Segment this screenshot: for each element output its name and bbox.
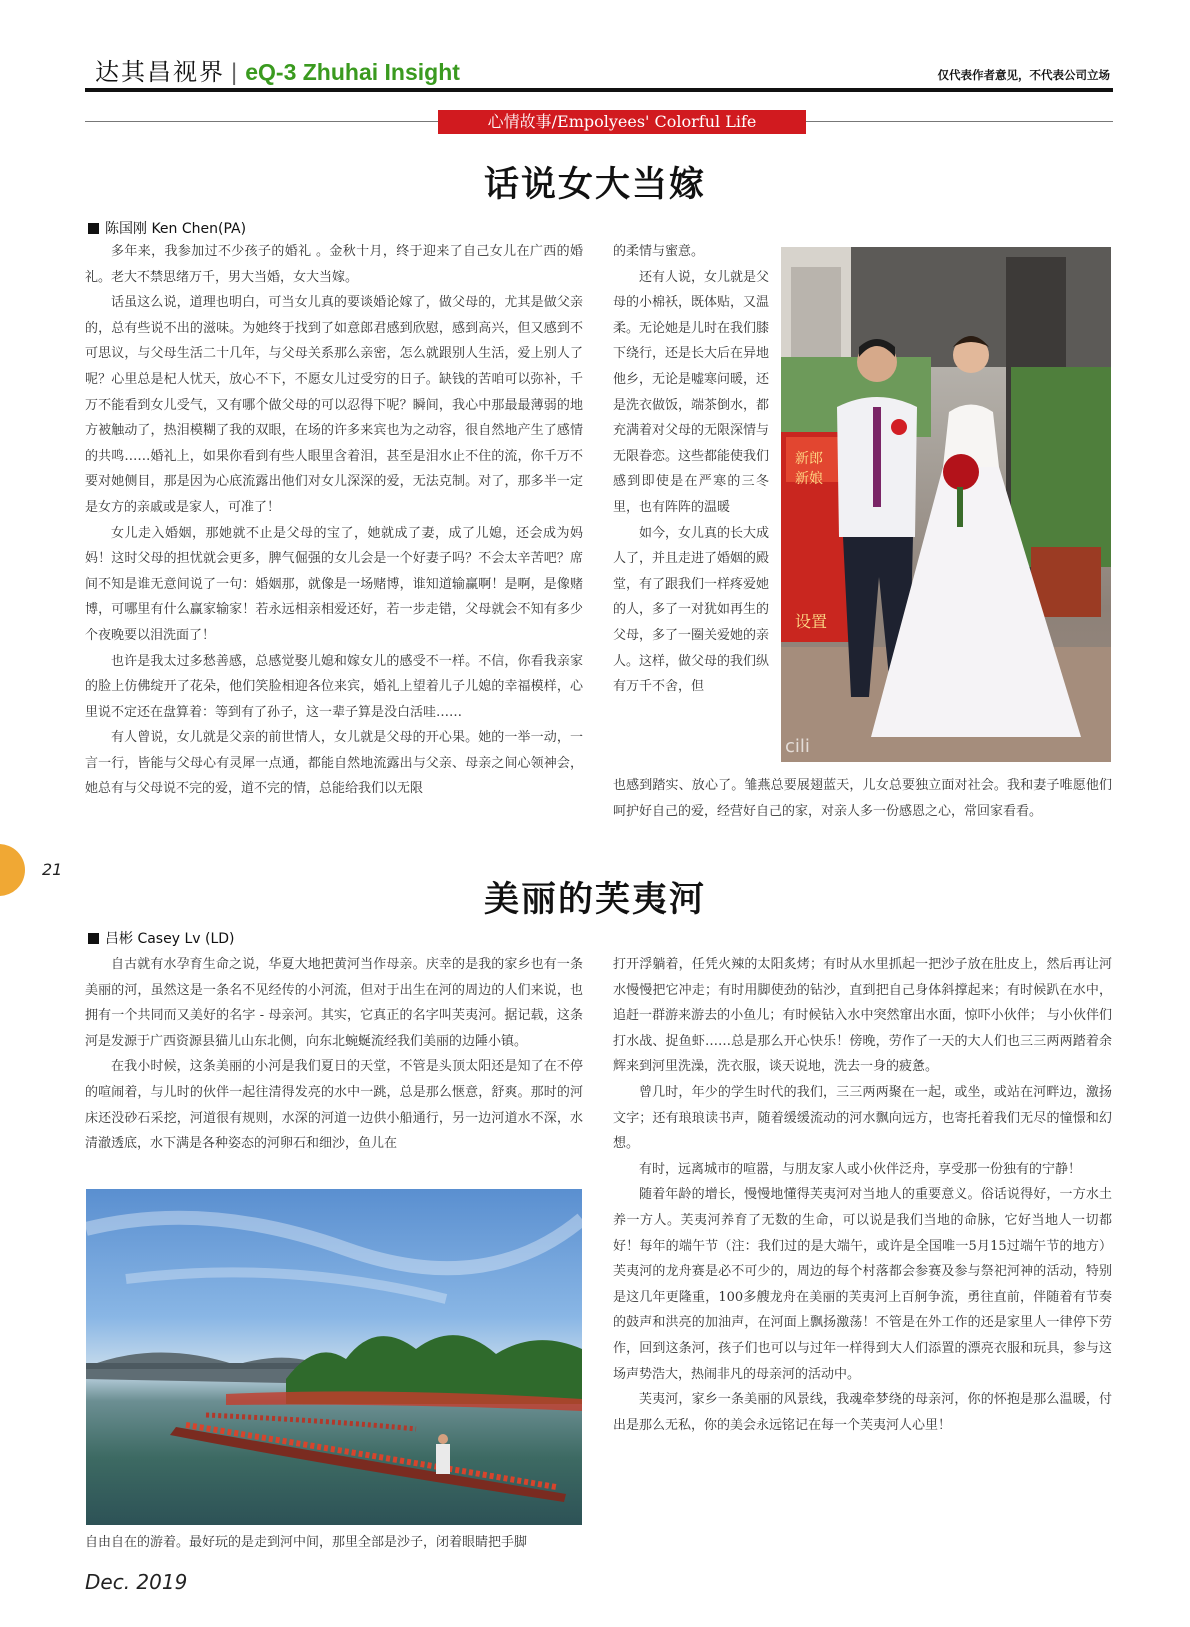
paragraph: 芙夷河，家乡一条美丽的风景线，我魂牵梦绕的母亲河，你的怀抱是那么温暖，付出是那么无私，你的美会永远铭记在每一个芙夷河人心里！	[613, 1392, 1112, 1433]
article2-author: 吕彬 Casey Lv (LD)	[105, 931, 235, 947]
masthead-chinese: 达其昌视界	[95, 58, 225, 86]
section-rule-right	[806, 121, 1113, 122]
paragraph: 有时，远离城市的喧嚣，与朋友家人或小伙伴泛舟，享受那一份独有的宁静！	[639, 1161, 1082, 1177]
section-rule-left	[85, 121, 438, 122]
article1-bottom-text: 也感到踏实、放心了。雏燕总要展翅蓝天，儿女总要独立面对社会。我和妻子唯愿他们呵护好自己的爱，经营好自己的家，对亲人多一份感恩之心，常回家看看。	[613, 778, 1112, 819]
article1-byline	[88, 218, 246, 238]
byline-bullet	[88, 933, 99, 944]
paragraph: 女儿走入婚姻，那她就不止是父母的宝了，她就成了妻，成了儿媳，还会成为妈妈！这时父母的担忧就会更多，脾气倔强的女儿会是一个好妻子吗？不会太辛苦吧？席间不知是谁无意间说了一句：婚姻那，就像是一场赌博，谁知道输赢啊！是啊，是像赌博，可哪里有什么赢家输家！若永远相亲相爱还好，若一步走错，父母就会不知有多少个夜晚要以泪洗面了！	[85, 525, 583, 643]
paragraph: 随着年龄的增长，慢慢地懂得芙夷河对当地人的重要意义。俗话说得好，一方水土养一方人。芙夷河养育了无数的生命，可以说是我们当地的命脉，它好当地人一切都好！每年的端午节（注：我们过的是大端午，或许是全国唯一5月15过端午节的地方）芙夷河的龙舟赛是必不可少的，周边的每个村落都会参赛及参与祭祀河神的活动，特别是这几年更隆重，100多艘龙舟在美丽的芙夷河上百舸争流，勇往直前，伴随着有节奏的鼓声和洪亮的加油声，在河面上飘扬激荡！不管是在外工作的还是家里人一律停下劳作，回到这条河，孩子们也可以与过年一样得到大人们添置的漂亮衣服和玩具，参与这场声势浩大，热闹非凡的母亲河的活动中。	[613, 1187, 1112, 1382]
article1-title: 话说女大当嫁	[483, 164, 706, 205]
paragraph-continuation: 的柔情与蜜意。	[613, 244, 705, 259]
section-banner: 心情故事/Empolyees' Colorful Life	[438, 110, 806, 134]
paragraph: 如今，女儿真的长大成人了，并且走进了婚姻的殿堂，有了跟我们一样疼爱她的人，多了一对犹如再生的父母，多了一圈关爱她的亲人。这样，做父母的我们纵有万千不舍，但	[613, 525, 770, 695]
banner-text: 设置	[795, 612, 828, 631]
paragraph: 多年来，我参加过不少孩子的婚礼 。金秋十月，终于迎来了自己女儿在广西的婚礼。老大不禁思绪万千，男大当婚，女大当嫁。	[85, 244, 583, 285]
disclaimer: 仅代表作者意见，不代表公司立场	[937, 68, 1110, 82]
article2-left-bottom: 自由自在的游着。最好玩的是走到河中间，那里全部是沙子，闭着眼睛把手脚	[85, 1535, 528, 1550]
paragraph: 在我小时候，这条美丽的小河是我们夏日的天堂，不管是头顶太阳还是知了在不停的喧闹着，与儿时的伙伴一起往清得发亮的水中一跳，总是那么惬意，舒爽。那时的河床还没砂石采挖，河道很有规则，水深的河道一边供小船通行，另一边河道水不深，水清澈透底，水下满是各种姿态的河卵石和细沙，鱼儿在	[85, 1059, 583, 1152]
wedding-photo	[781, 247, 1111, 762]
masthead-separator: |	[231, 59, 240, 86]
issue-date: Dec. 2019	[85, 1570, 188, 1594]
paragraph: 也许是我太过多愁善感，总感觉娶儿媳和嫁女儿的感受不一样。不信，你看我亲家的脸上仿佛绽开了花朵，他们笑脸相迎各位来宾，婚礼上望着儿子儿媳的幸福模样，心里说不定还在盘算着：等到有了孙子，这一辈子算是没白活哇……	[85, 653, 583, 720]
svg-text:cili: cili	[785, 736, 810, 757]
paragraph: 有人曾说，女儿就是父亲的前世情人，女儿就是父母的开心果。她的一举一动，一言一行，皆能与父母心有灵犀一点通，都能自然地流露出与父亲、母亲之间心领神会，她总有与父母说不完的爱，道不完的情，总能给我们以无限	[85, 730, 583, 797]
magazine-masthead	[95, 52, 460, 87]
dragon-boat-illustration	[86, 1189, 582, 1525]
article2-title: 美丽的芙夷河	[483, 879, 706, 920]
dragon-boat-photo	[86, 1189, 582, 1525]
sign-text-1: 新郎	[795, 451, 823, 467]
article2-byline	[88, 928, 235, 948]
header-rule	[85, 88, 1113, 92]
paragraph: 还有人说，女儿就是父母的小棉袄，既体贴，又温柔。无论她是儿时在我们膝下绕行，还是长大后在异地他乡，无论是嘘寒问暖，还是洗衣做饭，端茶倒水，都充满着对父母的无限深情与无限眷恋。这些都能使我们感到即使是在严寒的三冬里，也有阵阵的温暖	[613, 269, 770, 515]
paragraph: 话虽这么说，道理也明白，可当女儿真的要谈婚论嫁了，做父母的，尤其是做父亲的，总有些说不出的滋味。为她终于找到了如意郎君感到欣慰，感到高兴，但又感到不可思议，与父母生活二十几年，与父母关系那么亲密，怎么就跟别人生活，爱上别人了呢？心里总是杞人忧天，放心不下，不愿女儿过受穷的日子。缺钱的苦咱可以弥补，千万不能看到女儿受气，又有哪个做父母的可以忍得下呢？瞬间，我心中那最最薄弱的地方被触动了，热泪模糊了我的双眼，在场的许多来宾也为之动容，很自然地产生了感情的共鸣……婚礼上，如果你看到有些人眼里含着泪，甚至是泪水止不住的流，你千万不要对她侧目，那是因为心底流露出他们对女儿深深的爱，无法克制。对了，那多半一定是女方的亲戚或是家人，可准了！	[85, 295, 583, 515]
paragraph-continuation: 打开浮躺着，任凭火辣的太阳炙烤；有时从水里抓起一把沙子放在肚皮上，然后再让河水慢慢把它冲走；有时用脚使劲的钻沙，直到把自己身体斜撑起来；有时候趴在水中，追赶一群游来游去的小鱼儿；有时候钻入水中突然窜出水面，惊吓小伙伴； 与小伙伴们打水战、捉鱼虾……总是那么开心快乐！傍晚，劳作了一天的大人们也三三两两踏着余辉来到河里洗澡，洗衣服，谈天说地，洗去一身的疲惫。	[613, 957, 1112, 1075]
wedding-illustration	[781, 247, 1111, 762]
paragraph: 自古就有水孕育生命之说，华夏大地把黄河当作母亲。庆幸的是我的家乡也有一条美丽的河，虽然这是一条名不见经传的小河流，但对于出生在河的周边的人们来说，也拥有一个共同而又美好的名字 - 母亲河。其实，它真正的名字叫芙夷河。据记载，这条河是发源于广西资源县猫儿山东北侧，向东北蜿蜒流经我们美丽的边陲小镇。	[85, 957, 583, 1049]
masthead-english: eQ-3 Zhuhai Insight	[245, 59, 460, 85]
article1-left-column	[85, 239, 583, 802]
article2-right-column	[613, 952, 1112, 1438]
paragraph: 曾几时，年少的学生时代的我们，三三两两聚在一起，或坐，或站在河畔边，激扬文字；还有琅琅读书声，随着缓缓流动的河水飘向远方，也寄托着我们无尽的憧憬和幻想。	[613, 1084, 1112, 1152]
sign-text-2: 新娘	[795, 471, 823, 487]
article1-author: 陈国刚 Ken Chen(PA)	[105, 221, 247, 237]
page-number: 21	[42, 860, 63, 879]
article1-middle-column	[613, 239, 769, 700]
article2-left-column	[85, 952, 583, 1157]
byline-bullet	[88, 223, 99, 234]
